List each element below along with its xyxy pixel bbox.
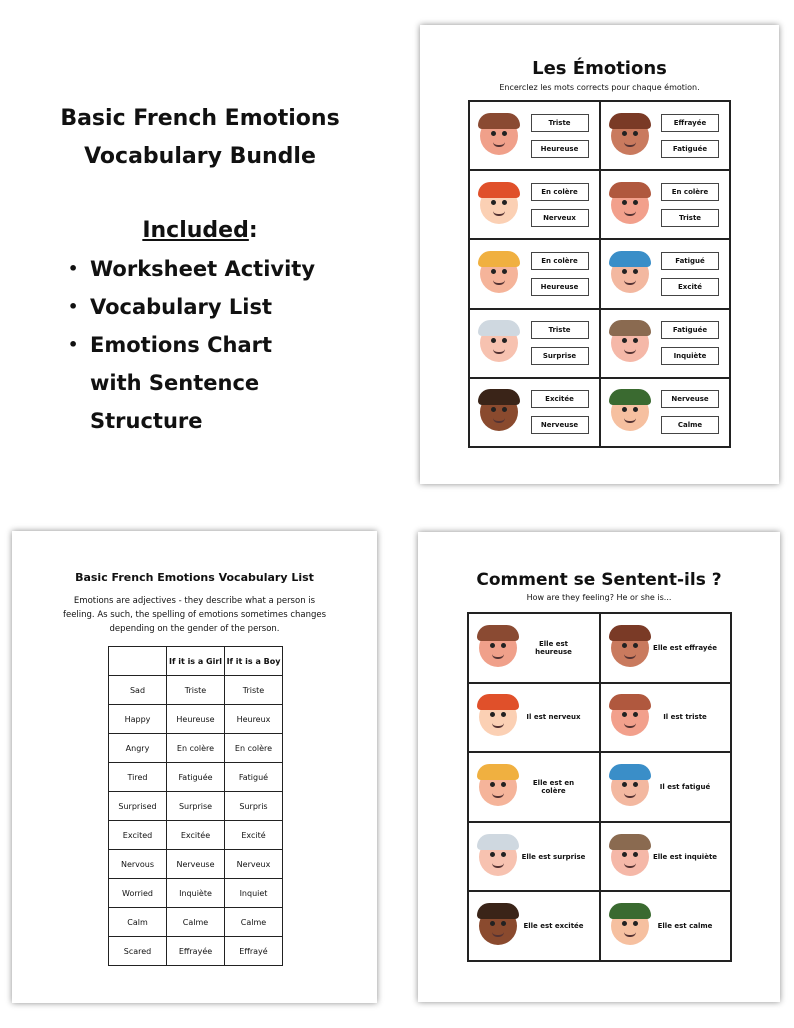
table-cell: Calm [109, 908, 167, 937]
answer-options [661, 252, 719, 296]
face-illustration-icon [611, 907, 649, 945]
face-illustration-icon [611, 255, 649, 293]
table-cell: Triste [225, 676, 283, 705]
table-cell: Sad [109, 676, 167, 705]
mouth-icon [493, 349, 505, 354]
hair-icon [478, 113, 520, 129]
hair-icon [609, 182, 651, 198]
table-cell: En colère [167, 734, 225, 763]
vocabulary-page [12, 531, 377, 1003]
table-cell: Effrayé [225, 937, 283, 966]
chart-cell [600, 822, 732, 892]
chart-title: Comment se Sentent-ils ? [476, 570, 722, 590]
answer-choice[interactable]: En colère [661, 183, 719, 201]
answer-options [661, 321, 719, 365]
face-illustration-icon [480, 255, 518, 293]
table-row [109, 734, 283, 763]
answer-options [531, 321, 589, 365]
mouth-icon [624, 211, 636, 216]
answer-options [531, 183, 589, 227]
vocabulary-table [108, 646, 283, 966]
mouth-icon [624, 793, 636, 798]
included-item: • Vocabulary List [68, 288, 360, 326]
hair-icon [478, 182, 520, 198]
hair-icon [477, 834, 519, 850]
table-cell: Tired [109, 763, 167, 792]
face-illustration-icon [479, 838, 517, 876]
worksheet-cell [469, 170, 600, 239]
answer-choice[interactable]: Heureuse [531, 278, 589, 296]
table-row [109, 937, 283, 966]
face-illustration-icon [611, 324, 649, 362]
hair-icon [477, 764, 519, 780]
table-cell: Worried [109, 879, 167, 908]
hair-icon [609, 625, 651, 641]
face-illustration-icon [480, 117, 518, 155]
included-label: Included [142, 218, 249, 243]
face-illustration-icon [611, 629, 649, 667]
hair-icon [609, 694, 651, 710]
table-cell: Fatigué [225, 763, 283, 792]
worksheet-cell [600, 170, 731, 239]
chart-cell [468, 891, 600, 961]
chart-cell [600, 613, 732, 683]
included-item: • Worksheet Activity [68, 250, 360, 288]
chart-cell [600, 752, 732, 822]
answer-choice[interactable]: Effrayée [661, 114, 719, 132]
face-illustration-icon [480, 186, 518, 224]
included-list [68, 250, 360, 440]
face-illustration-icon [479, 698, 517, 736]
face-illustration-icon [611, 838, 649, 876]
included-item: • Emotions Chart with Sentence Structure [68, 326, 308, 440]
emotion-sentence: Elle est inquiète [652, 852, 718, 861]
mouth-icon [493, 418, 505, 423]
table-row [109, 676, 283, 705]
hair-icon [609, 113, 651, 129]
answer-choice[interactable]: Fatigué [661, 252, 719, 270]
table-row [109, 821, 283, 850]
header-cell: If it is a Girl [167, 647, 225, 676]
face-illustration-icon [480, 393, 518, 431]
mouth-icon [493, 142, 505, 147]
table-cell: Surprised [109, 792, 167, 821]
face-illustration-icon [479, 907, 517, 945]
face-illustration-icon [611, 698, 649, 736]
promo-text [40, 100, 360, 440]
answer-choice[interactable]: Calme [661, 416, 719, 434]
mouth-icon [492, 723, 504, 728]
hair-icon [477, 694, 519, 710]
chart-cell [468, 822, 600, 892]
mouth-icon [492, 654, 504, 659]
mouth-icon [624, 280, 636, 285]
table-cell: Excited [109, 821, 167, 850]
worksheet-cell [469, 101, 600, 170]
table-cell: Inquiète [167, 879, 225, 908]
answer-choice[interactable]: Surprise [531, 347, 589, 365]
table-cell: Nervous [109, 850, 167, 879]
answer-options [661, 183, 719, 227]
answer-choice[interactable]: Excité [661, 278, 719, 296]
included-colon: : [248, 218, 258, 243]
answer-options [661, 114, 719, 158]
chart-page [418, 532, 780, 1002]
table-cell: Fatiguée [167, 763, 225, 792]
answer-options [531, 252, 589, 296]
mouth-icon [624, 723, 636, 728]
promo-title-1: Basic French Emotions [60, 106, 340, 131]
worksheet-cell [600, 101, 731, 170]
face-illustration-icon [611, 393, 649, 431]
chart-cell [468, 752, 600, 822]
face-illustration-icon [611, 768, 649, 806]
emotion-sentence: Elle est calme [657, 922, 713, 931]
emotion-sentence: Elle est excitée [523, 922, 584, 931]
table-cell: Inquiet [225, 879, 283, 908]
table-cell: En colère [225, 734, 283, 763]
answer-choice[interactable]: Triste [531, 114, 589, 132]
chart-grid [467, 612, 732, 962]
mouth-icon [624, 932, 636, 937]
worksheet-page [420, 25, 779, 484]
chart-cell [468, 613, 600, 683]
answer-options [531, 390, 589, 434]
vocabulary-intro: Emotions are adjectives - they describe what a person is feeling. As such, the spelling of emotions sometimes changes depending on the gender of the person. [62, 596, 327, 634]
answer-choice[interactable]: Triste [531, 321, 589, 339]
face-illustration-icon [611, 186, 649, 224]
face-illustration-icon [480, 324, 518, 362]
answer-choice[interactable]: Fatiguée [661, 321, 719, 339]
hair-icon [478, 389, 520, 405]
answer-choice[interactable]: Heureuse [531, 140, 589, 158]
mouth-icon [624, 863, 636, 868]
hair-icon [609, 320, 651, 336]
answer-choice[interactable]: En colère [531, 183, 589, 201]
emotion-sentence: Elle est en colère [532, 778, 575, 795]
mouth-icon [624, 654, 636, 659]
answer-choice[interactable]: Nerveux [531, 209, 589, 227]
answer-choice[interactable]: Excitée [531, 390, 589, 408]
answer-choice[interactable]: En colère [531, 252, 589, 270]
table-row [109, 908, 283, 937]
header-cell: If it is a Boy [225, 647, 283, 676]
table-cell: Triste [167, 676, 225, 705]
worksheet-cell [600, 378, 731, 447]
table-cell: Happy [109, 705, 167, 734]
face-illustration-icon [479, 768, 517, 806]
hair-icon [477, 903, 519, 919]
table-cell: Surpris [225, 792, 283, 821]
emotion-sentence: Elle est effrayée [653, 643, 717, 652]
worksheet-cell [600, 309, 731, 378]
hair-icon [477, 625, 519, 641]
chart-subtitle: How are they feeling? He or she is... [526, 593, 672, 602]
table-cell: Surprise [167, 792, 225, 821]
hair-icon [609, 389, 651, 405]
table-cell: Calme [225, 908, 283, 937]
worksheet-cell [600, 239, 731, 308]
table-cell: Excitée [167, 821, 225, 850]
worksheet-title: Les Émotions [532, 58, 667, 79]
table-cell: Heureux [225, 705, 283, 734]
worksheet-cell [469, 239, 600, 308]
emotion-sentence: Il est nerveux [526, 713, 581, 722]
table-cell: Heureuse [167, 705, 225, 734]
mouth-icon [624, 142, 636, 147]
table-cell: Calme [167, 908, 225, 937]
mouth-icon [492, 793, 504, 798]
mouth-icon [493, 280, 505, 285]
included-heading [40, 212, 360, 250]
mouth-icon [492, 932, 504, 937]
worksheet-cell [469, 378, 600, 447]
worksheet-cell [469, 309, 600, 378]
emotion-sentence: Elle est surprise [521, 852, 586, 861]
answer-choice[interactable]: Fatiguée [661, 140, 719, 158]
table-cell: Nerveuse [167, 850, 225, 879]
face-illustration-icon [611, 117, 649, 155]
table-cell: Nerveux [225, 850, 283, 879]
hair-icon [478, 320, 520, 336]
emotion-sentence: Il est fatigué [659, 782, 711, 791]
emotion-sentence: Il est triste [663, 713, 707, 722]
hair-icon [609, 764, 651, 780]
answer-options [531, 114, 589, 158]
table-row [109, 763, 283, 792]
promo-title-2: Vocabulary Bundle [84, 144, 316, 169]
answer-options [661, 390, 719, 434]
worksheet-subtitle: Encerclez les mots corrects pour chaque émotion. [499, 83, 700, 92]
table-row [109, 850, 283, 879]
chart-cell [468, 683, 600, 753]
face-illustration-icon [479, 629, 517, 667]
answer-choice[interactable]: Nerveuse [661, 390, 719, 408]
mouth-icon [493, 211, 505, 216]
answer-choice[interactable]: Triste [661, 209, 719, 227]
table-cell: Effrayée [167, 937, 225, 966]
hair-icon [609, 903, 651, 919]
table-cell: Angry [109, 734, 167, 763]
header-cell [109, 647, 167, 676]
table-row [109, 792, 283, 821]
hair-icon [609, 251, 651, 267]
mouth-icon [624, 349, 636, 354]
table-row [109, 705, 283, 734]
chart-cell [600, 891, 732, 961]
worksheet-grid [468, 100, 731, 448]
mouth-icon [624, 418, 636, 423]
answer-choice[interactable]: Nerveuse [531, 416, 589, 434]
emotion-sentence: Elle est heureuse [535, 639, 572, 656]
answer-choice[interactable]: Inquiète [661, 347, 719, 365]
hair-icon [609, 834, 651, 850]
table-cell: Excité [225, 821, 283, 850]
mouth-icon [492, 863, 504, 868]
vocabulary-title: Basic French Emotions Vocabulary List [75, 571, 314, 584]
table-row [109, 879, 283, 908]
chart-cell [600, 683, 732, 753]
table-cell: Scared [109, 937, 167, 966]
hair-icon [478, 251, 520, 267]
